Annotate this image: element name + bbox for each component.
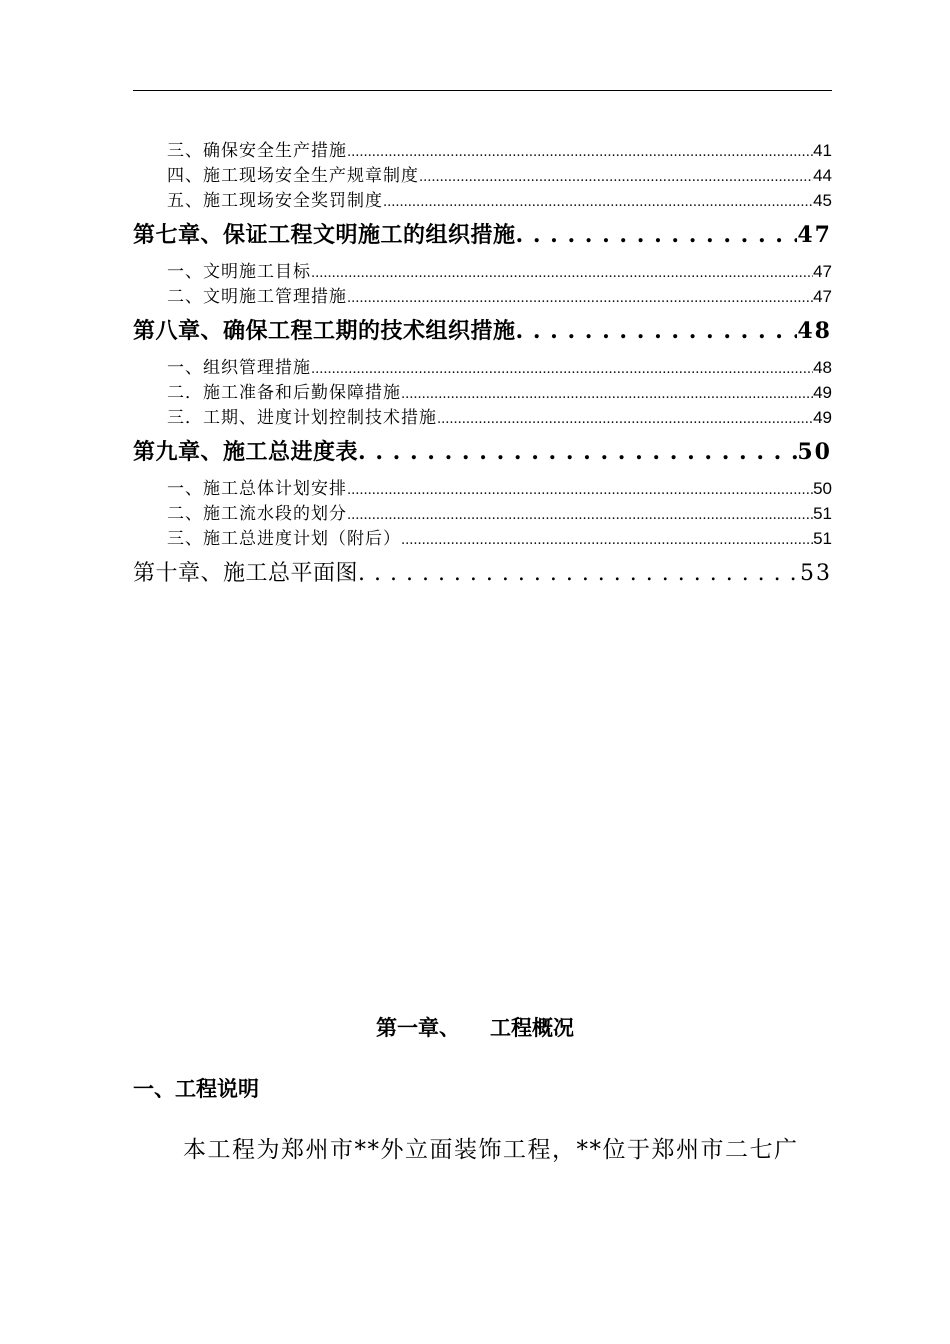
toc-chapter-page: 53 — [800, 561, 832, 586]
chapter-heading-text: 工程概况 — [490, 1015, 574, 1040]
toc-entry[interactable] — [133, 161, 832, 186]
toc-leader-dots — [347, 504, 813, 524]
toc-leader-dots — [311, 358, 813, 378]
chapter-heading-number: 第一章、 — [376, 1015, 460, 1040]
toc-entry-page: 51 — [813, 504, 832, 523]
toc-entry-page: 48 — [813, 358, 832, 377]
toc-entry-title: 五、施工现场安全奖罚制度 — [167, 191, 383, 211]
toc-leader-dots — [358, 434, 797, 471]
toc-entry-page: 45 — [813, 191, 832, 210]
toc-leader-dots — [347, 141, 813, 161]
toc-entry[interactable] — [133, 403, 832, 428]
toc-entry[interactable] — [133, 186, 832, 211]
toc-entry-page: 50 — [813, 479, 832, 498]
toc-entry-title: 四、施工现场安全生产规章制度 — [167, 166, 419, 186]
toc-leader-dots — [383, 191, 813, 211]
toc-entry-page: 49 — [813, 383, 832, 402]
toc-entry-title: 三、施工总进度计划（附后） — [167, 529, 401, 549]
toc-entry-title: 一、文明施工目标 — [167, 262, 311, 282]
toc-entry-title: 二、文明施工管理措施 — [167, 287, 347, 307]
toc-chapter-title: 第十章、施工总平面图 — [133, 561, 359, 586]
toc-leader-dots — [419, 166, 813, 186]
toc-leader-dots — [347, 287, 813, 307]
toc-entry-title: 三．工期、进度计划控制技术措施 — [167, 408, 437, 428]
toc-entry-title: 二、施工流水段的划分 — [167, 504, 347, 524]
toc-chapter-title: 第八章、确保工程工期的技术组织措施 — [133, 318, 516, 344]
toc-leader-dots — [311, 262, 813, 282]
toc-leader-dots — [347, 479, 813, 499]
section-heading: 一、工程说明 — [133, 1076, 259, 1101]
toc-chapter-title: 第九章、施工总进度表 — [133, 439, 359, 465]
toc-entry-page: 49 — [813, 408, 832, 427]
toc-leader-dots — [401, 383, 813, 403]
body-paragraph: 本工程为郑州市**外立面装饰工程，**位于郑州市二七广 — [183, 1137, 799, 1163]
toc-chapter-page: 48 — [797, 318, 832, 344]
toc-chapter-page: 47 — [797, 222, 832, 248]
toc-entry-page: 44 — [813, 166, 832, 185]
table-of-contents — [133, 136, 832, 595]
toc-chapter-entry[interactable] — [133, 434, 832, 471]
header-rule — [133, 90, 832, 91]
toc-leader-dots — [516, 313, 798, 350]
toc-entry-page: 41 — [813, 141, 832, 160]
toc-entry[interactable] — [133, 474, 832, 499]
toc-chapter-entry[interactable] — [133, 555, 832, 592]
toc-leader-dots — [358, 555, 800, 592]
toc-entry-title: 一、组织管理措施 — [167, 358, 311, 378]
toc-entry[interactable] — [133, 499, 832, 524]
toc-entry[interactable] — [133, 136, 832, 161]
toc-leader-dots — [516, 217, 798, 254]
toc-entry-page: 47 — [813, 262, 832, 281]
toc-entry-page: 47 — [813, 287, 832, 306]
toc-entry[interactable] — [133, 282, 832, 307]
chapter-heading — [0, 1012, 950, 1042]
toc-chapter-entry[interactable] — [133, 217, 832, 254]
toc-leader-dots — [437, 408, 813, 428]
toc-entry-page: 51 — [813, 529, 832, 548]
toc-entry-title: 二．施工准备和后勤保障措施 — [167, 383, 401, 403]
toc-entry-title: 一、施工总体计划安排 — [167, 479, 347, 499]
toc-chapter-entry[interactable] — [133, 313, 832, 350]
toc-chapter-title: 第七章、保证工程文明施工的组织措施 — [133, 222, 516, 248]
toc-leader-dots — [401, 529, 813, 549]
toc-entry[interactable] — [133, 524, 832, 549]
toc-entry[interactable] — [133, 378, 832, 403]
toc-entry[interactable] — [133, 257, 832, 282]
toc-chapter-page: 50 — [797, 439, 832, 465]
toc-entry[interactable] — [133, 353, 832, 378]
toc-entry-title: 三、确保安全生产措施 — [167, 141, 347, 161]
